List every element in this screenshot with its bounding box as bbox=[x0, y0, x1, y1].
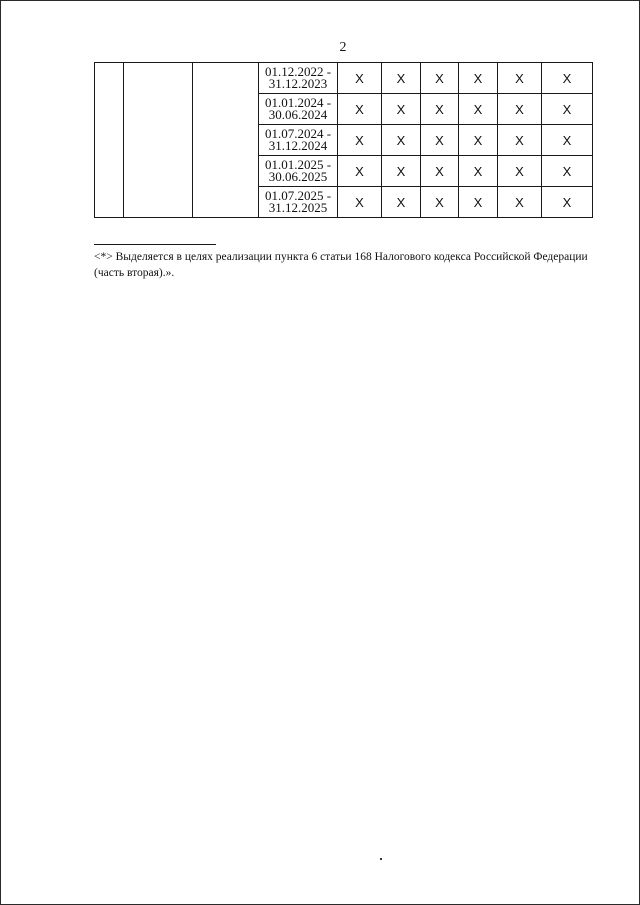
mark-cell: X bbox=[382, 63, 421, 94]
mark-cell: X bbox=[459, 94, 498, 125]
mark-cell: X bbox=[338, 156, 382, 187]
period-end: 31.12.2023 bbox=[268, 76, 328, 91]
period-cell bbox=[259, 156, 338, 187]
blank-cell bbox=[193, 63, 259, 218]
period-cell bbox=[259, 125, 338, 156]
mark-cell: X bbox=[459, 125, 498, 156]
mark-cell: X bbox=[382, 94, 421, 125]
period-cell bbox=[259, 187, 338, 218]
period-cell bbox=[259, 63, 338, 94]
mark-cell: X bbox=[459, 63, 498, 94]
mark-cell: X bbox=[382, 187, 421, 218]
mark-cell: X bbox=[382, 156, 421, 187]
period-start: 01.12.2022 - bbox=[264, 64, 332, 79]
mark-cell: X bbox=[338, 187, 382, 218]
mark-cell: X bbox=[338, 125, 382, 156]
footnote-text: <*> Выделяется в целях реализации пункта 6 статьи 168 Налогового кодекса Российской Федерации (часть вторая).». bbox=[94, 251, 588, 279]
mark-cell: X bbox=[459, 187, 498, 218]
footnote-separator bbox=[94, 244, 216, 245]
mark-cell: X bbox=[542, 94, 593, 125]
mark-cell: X bbox=[498, 63, 542, 94]
mark-cell: X bbox=[542, 187, 593, 218]
mark-cell: X bbox=[498, 156, 542, 187]
period-cell bbox=[259, 94, 338, 125]
mark-cell: X bbox=[421, 63, 459, 94]
mark-cell: X bbox=[421, 187, 459, 218]
mark-cell: X bbox=[421, 94, 459, 125]
mark-cell: X bbox=[382, 125, 421, 156]
period-table bbox=[94, 62, 593, 218]
blank-cell bbox=[124, 63, 193, 218]
scan-speck bbox=[380, 858, 382, 860]
period-end: 30.06.2025 bbox=[268, 169, 328, 184]
period-start: 01.07.2024 - bbox=[264, 126, 332, 141]
period-start: 01.01.2024 - bbox=[264, 95, 332, 110]
mark-cell: X bbox=[338, 63, 382, 94]
period-start: 01.07.2025 - bbox=[264, 188, 332, 203]
mark-cell: X bbox=[542, 156, 593, 187]
blank-cell bbox=[95, 63, 124, 218]
mark-cell: X bbox=[338, 94, 382, 125]
mark-cell: X bbox=[498, 187, 542, 218]
mark-cell: X bbox=[459, 156, 498, 187]
period-end: 30.06.2024 bbox=[268, 107, 328, 122]
mark-cell: X bbox=[498, 94, 542, 125]
mark-cell: X bbox=[498, 125, 542, 156]
period-start: 01.01.2025 - bbox=[264, 157, 332, 172]
mark-cell: X bbox=[421, 125, 459, 156]
period-end: 31.12.2025 bbox=[268, 200, 328, 215]
mark-cell: X bbox=[542, 63, 593, 94]
page-number: 2 bbox=[339, 40, 347, 55]
mark-cell: X bbox=[542, 125, 593, 156]
table-row bbox=[95, 63, 593, 94]
mark-cell: X bbox=[421, 156, 459, 187]
period-end: 31.12.2024 bbox=[268, 138, 328, 153]
